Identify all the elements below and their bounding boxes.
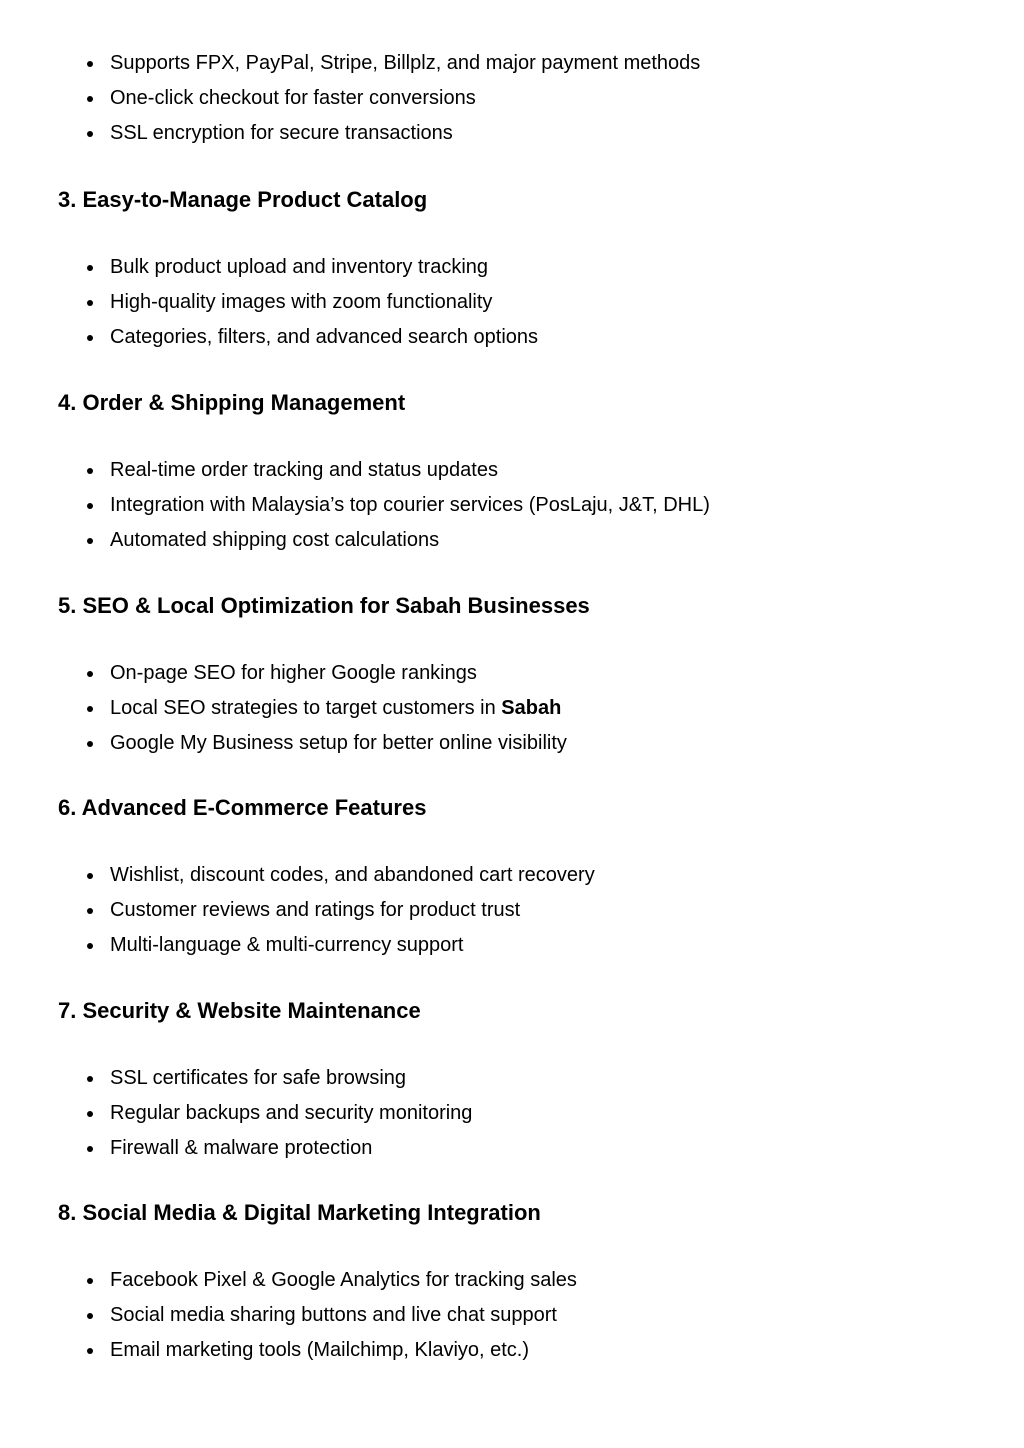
list-item: SSL encryption for secure transactions bbox=[0, 116, 700, 151]
list-item-bold-text: Sabah bbox=[501, 697, 562, 719]
section-security bbox=[0, 996, 1024, 1166]
list-item: Bulk product upload and inventory tracking bbox=[0, 250, 1024, 285]
list-item: Multi-language & multi-currency support bbox=[0, 928, 1024, 963]
section-list bbox=[0, 1263, 1024, 1368]
section-list bbox=[0, 250, 1024, 355]
section-heading: 4. Order & Shipping Management bbox=[58, 390, 406, 415]
section-list bbox=[0, 453, 1024, 558]
list-item: Customer reviews and ratings for product trust bbox=[0, 893, 1024, 928]
list-item: Automated shipping cost calculations bbox=[0, 523, 1024, 558]
section-order-shipping bbox=[0, 388, 1024, 558]
section-advanced-features bbox=[0, 793, 1024, 963]
list-item: Real-time order tracking and status updates bbox=[0, 453, 1024, 488]
section-heading: 6. Advanced E-Commerce Features bbox=[58, 795, 427, 820]
list-item: Social media sharing buttons and live chat support bbox=[0, 1298, 1024, 1333]
list-item: Supports FPX, PayPal, Stripe, Billplz, and major payment methods bbox=[0, 46, 700, 81]
list-item: Wishlist, discount codes, and abandoned cart recovery bbox=[0, 858, 1024, 893]
section-heading: 5. SEO & Local Optimization for Sabah Businesses bbox=[58, 593, 590, 618]
list-item: SSL certificates for safe browsing bbox=[0, 1061, 1024, 1096]
list-item: On-page SEO for higher Google rankings bbox=[0, 656, 1024, 691]
list-item: Regular backups and security monitoring bbox=[0, 1096, 1024, 1131]
section-product-catalog bbox=[0, 185, 1024, 355]
section-list bbox=[0, 656, 1024, 761]
section-heading: 3. Easy-to-Manage Product Catalog bbox=[58, 187, 428, 212]
list-item: Categories, filters, and advanced search options bbox=[0, 320, 1024, 355]
section-heading: 8. Social Media & Digital Marketing Integration bbox=[58, 1200, 541, 1225]
section-list bbox=[0, 1061, 1024, 1166]
section-list bbox=[0, 858, 1024, 963]
list-item: Google My Business setup for better online visibility bbox=[0, 726, 1024, 761]
list-item: Integration with Malaysia’s top courier services (PosLaju, J&T, DHL) bbox=[0, 488, 1024, 523]
list-item: High-quality images with zoom functionality bbox=[0, 285, 1024, 320]
section-heading: 7. Security & Website Maintenance bbox=[58, 998, 421, 1023]
list-item: Email marketing tools (Mailchimp, Klaviyo, etc.) bbox=[0, 1333, 1024, 1368]
list-item: Firewall & malware protection bbox=[0, 1131, 1024, 1166]
list-item-text: Local SEO strategies to target customers in bbox=[110, 697, 502, 719]
list-item bbox=[0, 691, 1024, 726]
section-social-marketing bbox=[0, 1198, 1024, 1368]
payment-features-list bbox=[0, 46, 700, 151]
section-seo-local bbox=[0, 591, 1024, 761]
list-item: One-click checkout for faster conversions bbox=[0, 81, 700, 116]
list-item: Facebook Pixel & Google Analytics for tracking sales bbox=[0, 1263, 1024, 1298]
